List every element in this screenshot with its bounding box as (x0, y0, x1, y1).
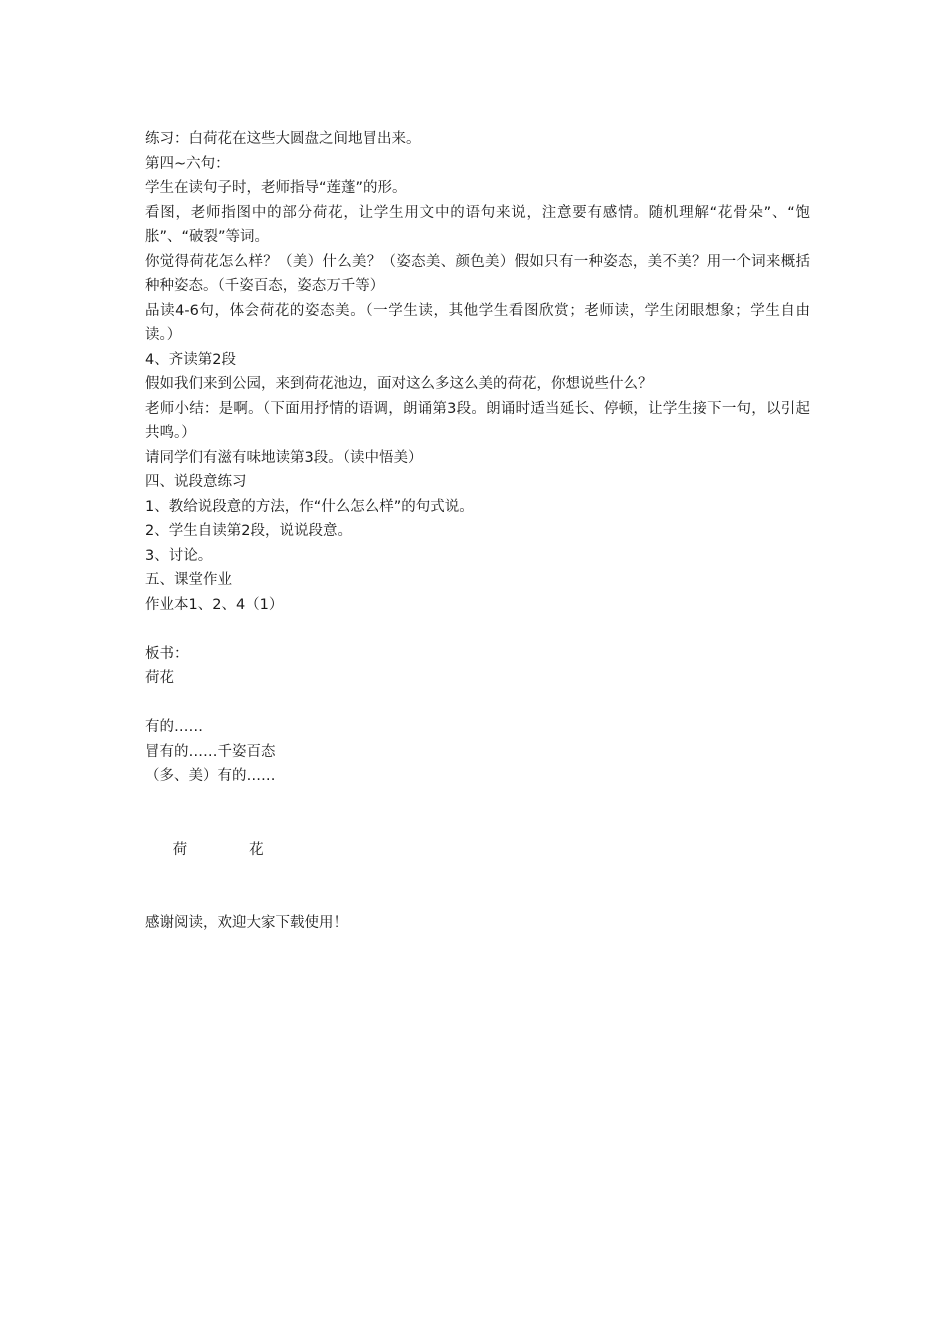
text-line: 假如我们来到公园，来到荷花池边，面对这么多这么美的荷花，你想说些什么？ (145, 376, 653, 392)
blank-line (145, 617, 810, 642)
blank-line (145, 691, 810, 716)
text-line: 第四~六句： (145, 155, 230, 172)
text-paragraph: 看图，老师指图中的部分荷花，让学生用文中的语句来说，注意要有感情。随机理解“花骨朵”、“饱胀”、“破裂”等词。 (145, 204, 810, 245)
text-line: 4、齐读第2段 (145, 351, 236, 368)
text-line: 请同学们有滋有味地读第3段。（读中悟美） (145, 449, 423, 466)
board-title: 荷花 (145, 670, 174, 686)
board-char-left: 荷 (172, 841, 188, 858)
section-heading: 五、课堂作业 (145, 572, 232, 588)
list-item: 3、讨论。 (145, 547, 213, 564)
board-label: 板书： (145, 645, 189, 662)
blank-line (145, 887, 810, 912)
text-paragraph: 品读4-6句，体会荷花的姿态美。（一学生读，其他学生看图欣赏；老师读，学生闭眼想象；学生自由读。） (145, 302, 810, 343)
board-line: 冒有的……千姿百态 (145, 743, 276, 760)
closing-text: 感谢阅读，欢迎大家下载使用！ (145, 915, 348, 931)
text-line: 学生在读句子时，老师指导“莲蓬”的形。 (145, 180, 407, 196)
blank-line (145, 789, 810, 814)
board-chars (145, 813, 810, 887)
board-char-right: 花 (249, 841, 264, 858)
list-item: 1、教给说段意的方法，作“什么怎么样”的句式说。 (145, 498, 474, 515)
text-paragraph: 老师小结：是啊。（下面用抒情的语调，朗诵第3段。朗诵时适当延长、停顿，让学生接下一句，以引起共鸣。） (145, 400, 810, 441)
list-item: 2、学生自读第2段，说说段意。 (145, 523, 352, 539)
text-line: 作业本1、2、4（1） (145, 596, 284, 613)
board-line: （多、美）有的…… (145, 768, 276, 784)
board-line: 有的…… (145, 719, 203, 735)
text-paragraph: 你觉得荷花怎么样？（美）什么美？（姿态美、颜色美）假如只有一种姿态，美不美？用一个词来概括种种姿态。（千姿百态，姿态万千等） (145, 253, 810, 294)
document-body (145, 127, 810, 936)
section-heading: 四、说段意练习 (145, 474, 247, 490)
text-line: 练习：白荷花在这些大圆盘之间地冒出来。 (145, 131, 421, 147)
